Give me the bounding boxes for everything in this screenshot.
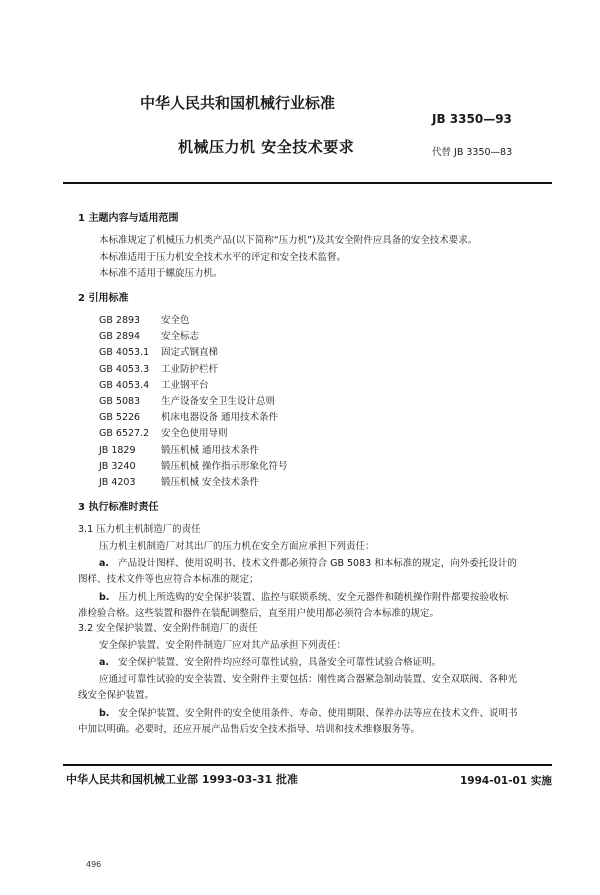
replaces-note: 代替 JB 3350—83: [432, 147, 513, 158]
reference-item: GB 5083 生产设备安全卫生设计总则: [99, 396, 276, 407]
effective-date: 1994-01-01 实施: [460, 775, 552, 787]
section-3-2-item-a: a. 安全保护装置、安全附件均应经可靠性试验，具备安全可靠性试验合格证明。: [99, 657, 442, 668]
reference-item: GB 2894 安全标志: [99, 331, 200, 342]
section-3-1-intro: 压力机主机制造厂对其出厂的压力机在安全方面应承担下列责任：: [99, 541, 375, 552]
document-title: 机械压力机 安全技术要求: [178, 138, 355, 156]
reference-item: GB 4053.1 固定式钢直梯: [99, 347, 219, 358]
section-3-1-item-b-cont: 准检验合格。这些装置和器件在装配调整后，直至用户使用都必须符合本标准的规定。: [78, 608, 440, 619]
section-3-heading: 3 执行标准时责任: [78, 502, 159, 513]
section-3-2-intro: 安全保护装置、安全附件制造厂应对其产品承担下列责任：: [99, 640, 347, 651]
section-3-1-heading: 3.1 压力机主机制造厂的责任: [78, 524, 201, 535]
section-3-2-item-b-cont: 中加以明确。必要时，还应开展产品售后安全技术指导、培训和技术维修服务等。: [78, 724, 421, 735]
section-3-1-item-b: b. 压力机上所选购的安全保护装置、监控与联锁系统、安全元器件和随机操作附件都要按验收标: [99, 592, 508, 603]
section-3-2-note-cont: 线安全保护装置。: [78, 690, 155, 701]
section-1-para-1: 本标准规定了机械压力机类产品(以下简称“压力机”)及其安全附件应具备的安全技术要求。: [99, 235, 478, 246]
reference-item: JB 3240 锻压机械 操作指示形象化符号: [99, 461, 288, 472]
section-2-heading: 2 引用标准: [78, 293, 129, 304]
section-3-2-heading: 3.2 安全保护装置、安全附件制造厂的责任: [78, 623, 258, 634]
section-3-1-item-a-cont: 图样、技术文件等也应符合本标准的规定；: [78, 574, 259, 585]
reference-item: GB 5226 机床电器设备 通用技术条件: [99, 412, 279, 423]
section-3-2-note: 应通过可靠性试验的安全装置、安全附件主要包括：刚性离合器紧急制动装置、安全双联阀、各种光: [99, 674, 518, 685]
section-1-para-3: 本标准不适用于螺旋压力机。: [99, 268, 223, 279]
standard-category: 中华人民共和国机械行业标准: [140, 94, 336, 112]
reference-item: JB 4203 锻压机械 安全技术条件: [99, 477, 260, 488]
section-3-1-item-a: a. 产品设计图样、使用说明书、技术文件都必须符合 GB 5083 和本标准的规定，向外委托设计的: [99, 558, 517, 569]
header-rule: [63, 182, 552, 184]
section-1-para-2: 本标准适用于压力机安全技术水平的评定和安全技术监督。: [99, 252, 347, 263]
reference-item: GB 6527.2 安全色使用导则: [99, 428, 228, 439]
section-1-heading: 1 主题内容与适用范围: [78, 213, 179, 224]
reference-item: GB 4053.4 工业钢平台: [99, 380, 209, 391]
footer-rule: [63, 764, 552, 766]
reference-item: GB 4053.3 工业防护栏杆: [99, 364, 219, 375]
section-3-2-item-b: b. 安全保护装置、安全附件的安全使用条件、寿命、使用期限、保养办法等应在技术文件、说明书: [99, 708, 518, 719]
standard-code: JB 3350—93: [432, 112, 512, 126]
reference-item: GB 2893 安全色: [99, 315, 190, 326]
reference-item: JB 1829 锻压机械 通用技术条件: [99, 445, 260, 456]
issued-date: 中华人民共和国机械工业部 1993-03-31 批准: [66, 773, 299, 786]
page-number: 496: [86, 860, 102, 869]
